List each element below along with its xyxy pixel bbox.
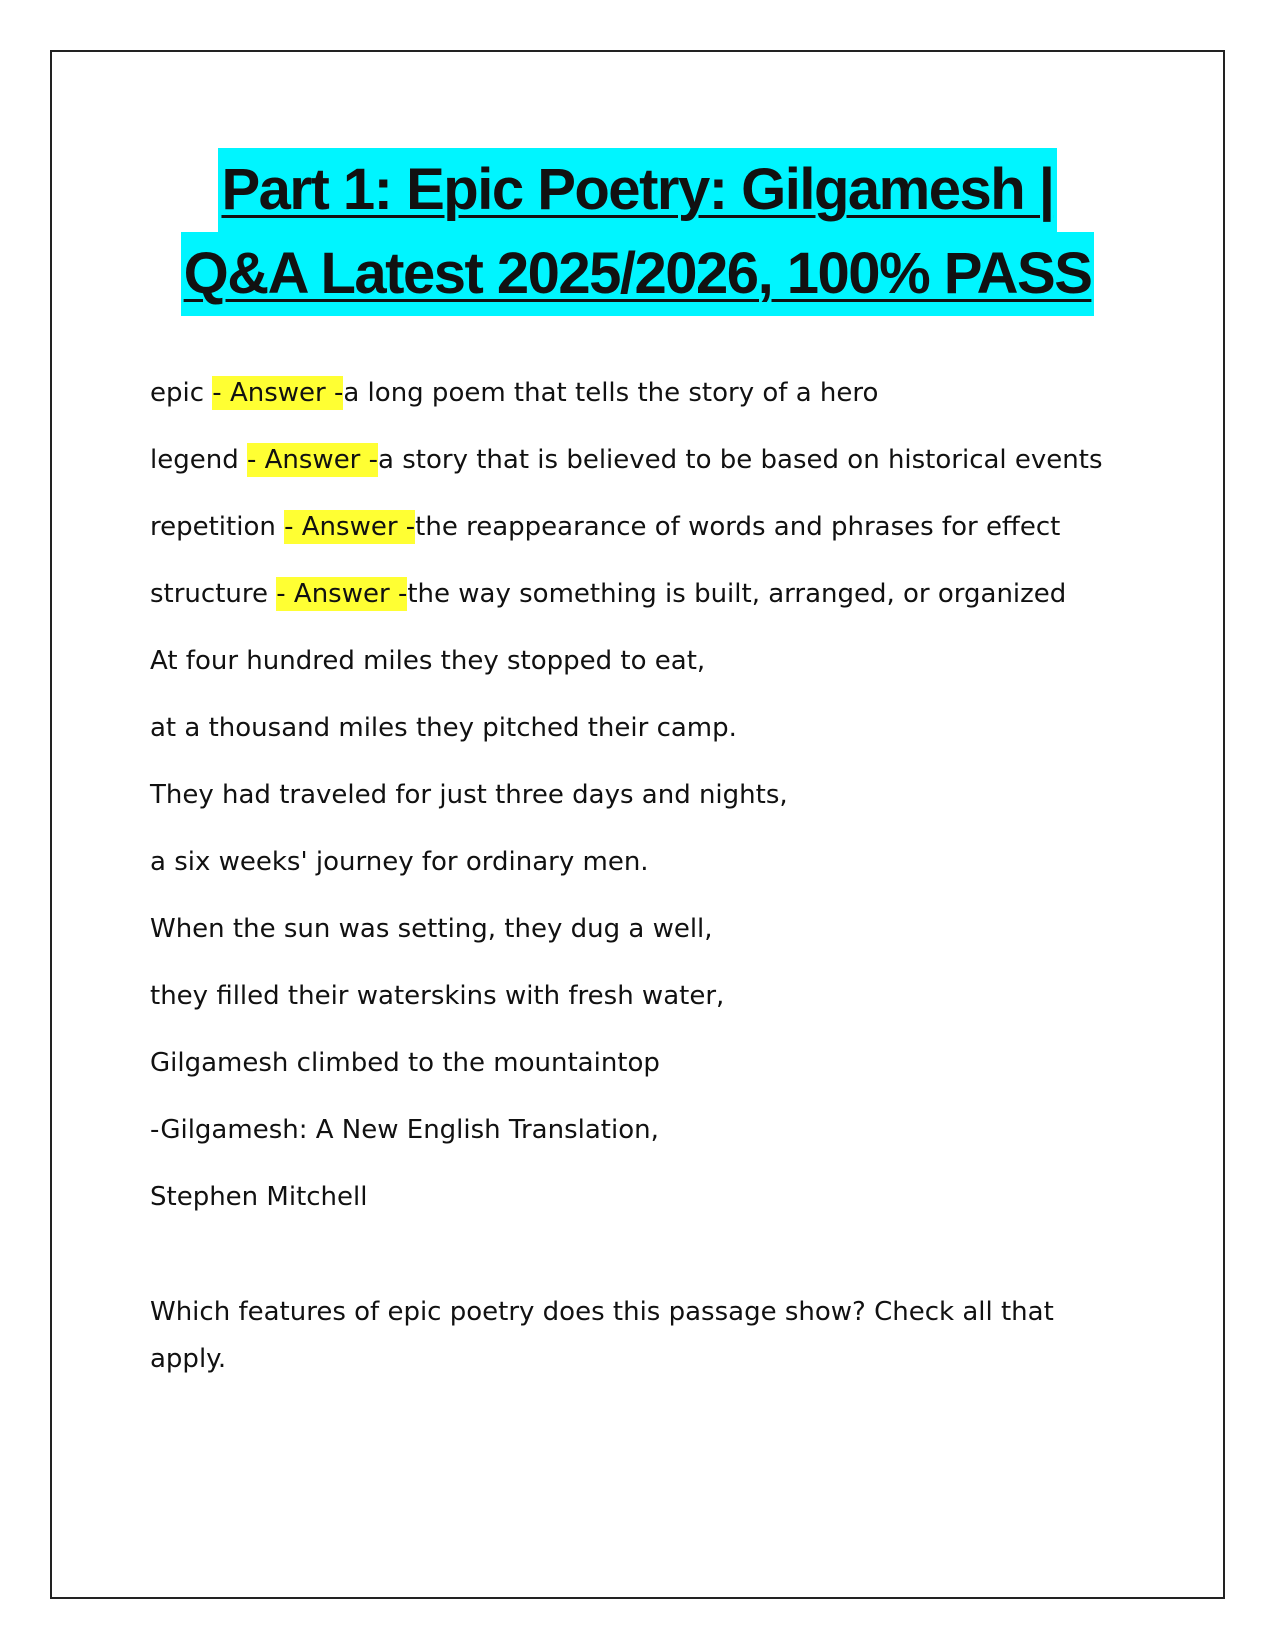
poem-line: They had traveled for just three days and nights, xyxy=(150,780,788,810)
qa-term: repetition xyxy=(150,512,285,542)
qa-entry xyxy=(150,504,1110,551)
qa-entry xyxy=(150,370,1110,417)
title-line-2: Q&A Latest 2025/2026, 100% PASS xyxy=(181,232,1095,316)
qa-definition: the way something is built, arranged, or organized xyxy=(407,579,1067,609)
qa-definition: the reappearance of words and phrases for effect xyxy=(415,512,1061,542)
title-line-1: Part 1: Epic Poetry: Gilgamesh | xyxy=(218,148,1056,232)
qa-definition: a story that is believed to be based on historical events xyxy=(378,445,1103,475)
qa-term: epic xyxy=(150,378,213,408)
qa-term: structure xyxy=(150,579,277,609)
answer-marker-highlight: - Answer - xyxy=(212,378,344,408)
poem-line: at a thousand miles they pitched their camp. xyxy=(150,713,737,743)
document-body xyxy=(150,370,1110,1383)
answer-marker-highlight: - Answer - xyxy=(284,512,416,542)
qa-entry xyxy=(150,437,1110,484)
poem-passage xyxy=(150,638,1110,1221)
question-text: Which features of epic poetry does this passage show? Check all that apply. xyxy=(150,1297,1054,1374)
poem-line: a six weeks' journey for ordinary men. xyxy=(150,847,649,877)
poem-line: they filled their waterskins with fresh water, xyxy=(150,981,725,1011)
qa-list xyxy=(150,370,1110,618)
poem-line: Stephen Mitchell xyxy=(150,1182,368,1212)
qa-definition: a long poem that tells the story of a hero xyxy=(343,378,879,408)
poem-line: -Gilgamesh: A New English Translation, xyxy=(150,1115,659,1145)
poem-line: Gilgamesh climbed to the mountaintop xyxy=(150,1048,660,1078)
page-title xyxy=(50,148,1225,316)
qa-entry xyxy=(150,571,1110,618)
qa-term: legend xyxy=(150,445,247,475)
poem-line: At four hundred miles they stopped to eat, xyxy=(150,646,706,676)
answer-marker-highlight: - Answer - xyxy=(276,579,408,609)
poem-line: When the sun was setting, they dug a well, xyxy=(150,914,713,944)
answer-marker-highlight: - Answer - xyxy=(246,445,379,475)
